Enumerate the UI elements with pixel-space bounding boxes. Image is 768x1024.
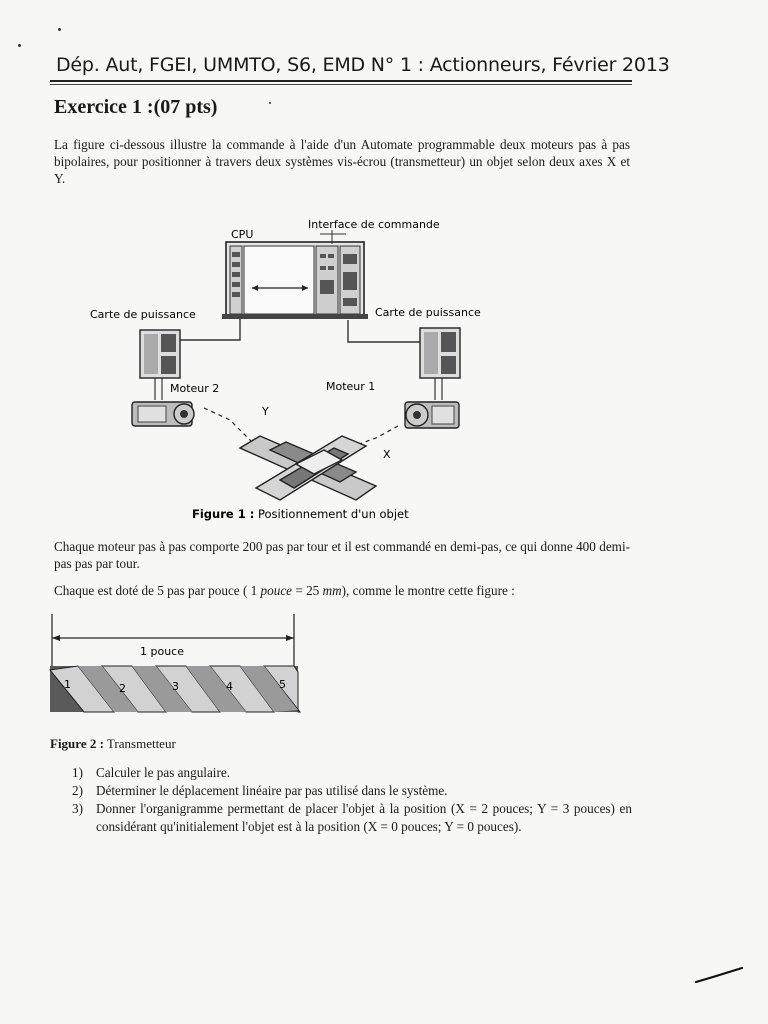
inch-label: 1 pouce <box>140 645 184 658</box>
question-text: Donner l'organigramme permettant de placer l'objet à la position (X = 2 pouces; Y = 3 pouces) en considérant qu'initialement l'objet est à la position (X = 0 pouces; Y = 0 pouces). <box>96 801 632 834</box>
question-item <box>72 782 632 800</box>
paragraph-pitch: Chaque est doté de 5 pas par pouce ( 1 pouce = 25 mm), comme le montre cette figure : <box>54 583 515 598</box>
interface-label: Interface de commande <box>308 218 440 231</box>
power-card-left-label: Carte de puissance <box>90 308 196 321</box>
question-number: 1) <box>72 765 83 780</box>
xy-positioning-table <box>240 436 376 500</box>
exercise-title: Exercice 1 :(07 pts) <box>54 96 218 118</box>
question-item <box>72 800 632 836</box>
power-card-left <box>140 330 180 378</box>
scan-speck <box>58 28 61 31</box>
figure-2-screw <box>44 610 314 722</box>
figure-1-diagram <box>80 210 640 521</box>
figure-1-caption-text: Positionnement d'un objet <box>254 507 409 521</box>
header-rule <box>50 84 632 85</box>
figure-2-caption-prefix: Figure 2 : <box>50 736 104 751</box>
figure-2-caption-text: Transmetteur <box>103 736 176 751</box>
question-number: 3) <box>72 801 83 816</box>
figure-1-caption-prefix: Figure 1 : <box>192 507 255 521</box>
thread-number: 2 <box>119 682 126 695</box>
power-card-right-label: Carte de puissance <box>375 306 481 319</box>
question-text: Calculer le pas angulaire. <box>96 765 231 780</box>
motor-1 <box>405 402 459 428</box>
paragraph-steps: Chaque moteur pas à pas comporte 200 pas par tour et il est commandé en demi-pas, ce qui donne 400 demi-pas pas par tour. <box>54 539 630 571</box>
scan-speck <box>18 44 21 47</box>
question-text: Déterminer le déplacement linéaire par pas utilisé dans le système. <box>96 783 448 798</box>
motor-links <box>204 408 398 446</box>
question-item <box>72 764 632 782</box>
thread-number: 1 <box>64 678 71 691</box>
figure-2-caption <box>50 736 176 752</box>
cpu-label: CPU <box>231 228 254 241</box>
plc-rack <box>222 242 368 319</box>
axis-x-label: X <box>383 448 391 461</box>
exercise-intro: La figure ci-dessous illustre la commande à l'aide d'un Automate programmable deux moteurs pas à pas bipolaires, pour positionner à travers deux systèmes vis-écrou (transmetteur) un objet selon deux axes X et Y. <box>54 137 630 186</box>
exam-header: Dép. Aut, FGEI, UMMTO, S6, EMD N° 1 : Actionneurs, Février 2013 <box>56 54 670 76</box>
motor-2 <box>132 402 194 426</box>
figure-1-caption <box>192 507 409 521</box>
thread-number: 4 <box>226 680 233 693</box>
thread-number: 5 <box>279 678 286 691</box>
thread-number: 3 <box>172 680 179 693</box>
axis-y-label: Y <box>262 405 269 418</box>
header-rule <box>50 80 632 82</box>
question-number: 2) <box>72 783 83 798</box>
power-card-right <box>420 328 460 378</box>
motor-1-label: Moteur 1 <box>326 380 376 393</box>
scan-speck <box>269 102 271 104</box>
motor-2-label: Moteur 2 <box>170 382 220 395</box>
question-list <box>72 764 632 836</box>
pen-mark <box>694 964 746 986</box>
